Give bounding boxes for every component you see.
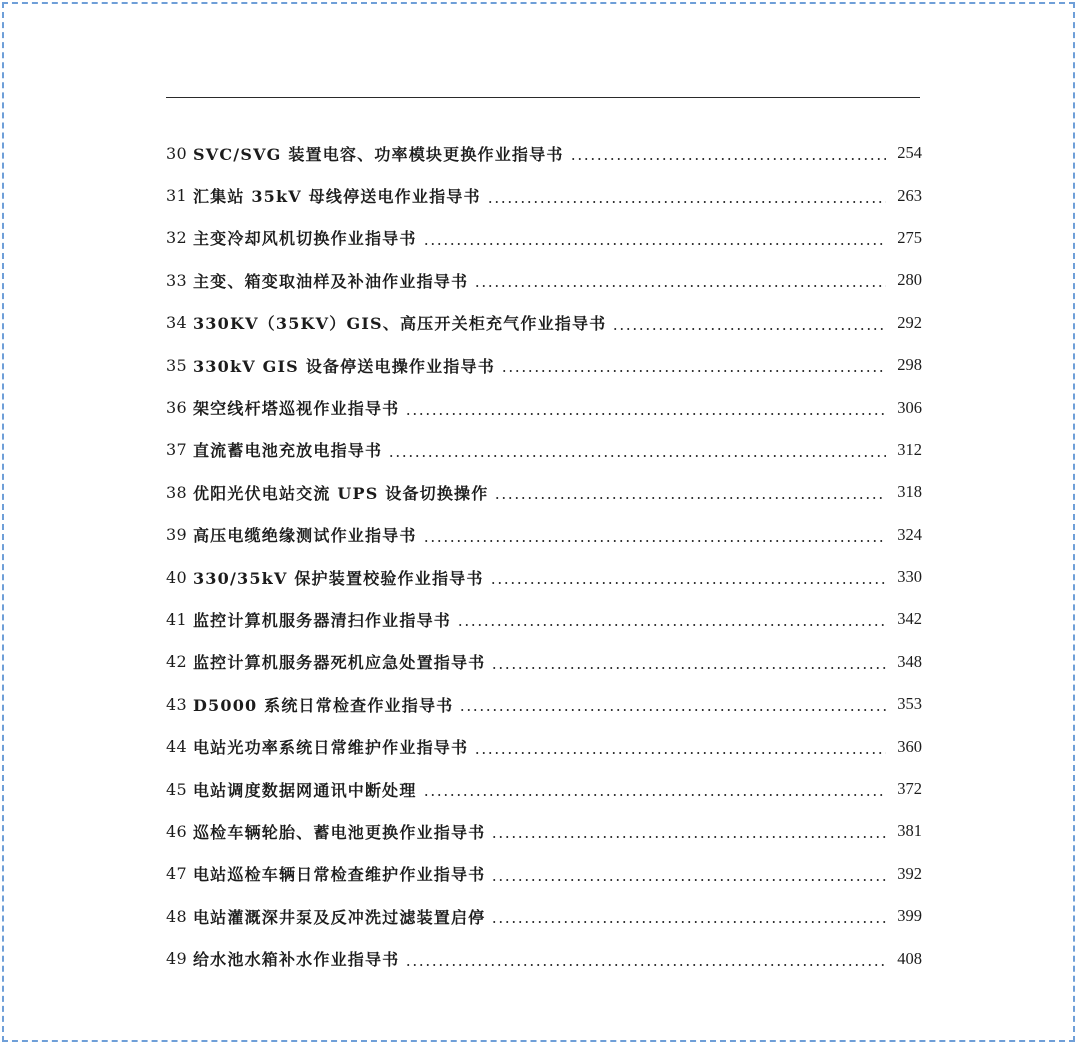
toc-entry-number: 45 <box>166 779 187 799</box>
toc-entry-page: 254 <box>897 143 922 163</box>
toc-entry-title: SVC/SVG 装置电容、功率模块更换作业指导书 <box>192 144 564 164</box>
toc-entry-number: 32 <box>166 228 187 248</box>
toc-entry[interactable] <box>166 132 922 174</box>
toc-dot-leader <box>457 611 886 627</box>
toc-entry[interactable] <box>166 259 922 301</box>
toc-dot-leader <box>491 654 886 670</box>
toc-entry-title: 电站光功率系统日常维护作业指导书 <box>192 738 469 758</box>
toc-entry[interactable] <box>166 429 922 471</box>
toc-entry-number: 48 <box>166 906 187 926</box>
toc-entry-page: 306 <box>897 397 922 417</box>
toc-dot-leader <box>388 442 886 458</box>
toc-entry[interactable] <box>166 598 922 640</box>
toc-entry-number: 35 <box>166 355 187 375</box>
toc-entry-page: 353 <box>897 694 922 714</box>
toc-entry-number: 49 <box>166 949 187 969</box>
toc-entry-page: 312 <box>897 439 922 459</box>
toc-entry-page: 280 <box>897 270 922 290</box>
toc-entry-number: 43 <box>166 694 187 714</box>
toc-entry[interactable] <box>166 725 922 767</box>
toc-entry-page: 360 <box>897 736 922 756</box>
toc-entry[interactable] <box>166 895 922 937</box>
toc-entry-page: 324 <box>897 524 922 544</box>
toc-dot-leader <box>459 696 886 712</box>
toc-dot-leader <box>501 357 886 373</box>
toc-entry-number: 39 <box>166 525 187 545</box>
toc-entry[interactable] <box>166 556 922 598</box>
toc-entry-page: 399 <box>897 906 922 926</box>
toc-entry-title: D5000 系统日常检查作业指导书 <box>192 695 454 715</box>
toc-dot-leader <box>423 781 886 797</box>
toc-entry[interactable] <box>166 302 922 344</box>
toc-entry-number: 46 <box>166 821 187 841</box>
toc-dot-leader <box>474 739 886 755</box>
toc-entry-title: 330kV GIS 设备停送电操作业指导书 <box>192 356 495 376</box>
toc-dot-leader <box>612 315 886 331</box>
toc-dot-leader <box>491 823 886 839</box>
toc-dot-leader <box>405 400 886 416</box>
toc-entry[interactable] <box>166 386 922 428</box>
toc-entry-page: 275 <box>897 227 922 247</box>
toc-dot-leader <box>423 527 886 543</box>
toc-entry[interactable] <box>166 174 922 216</box>
toc-entry[interactable] <box>166 217 922 259</box>
toc-entry-number: 40 <box>166 567 187 587</box>
toc-entry-title: 优阳光伏电站交流 UPS 设备切换操作 <box>192 483 489 503</box>
toc-entry[interactable] <box>166 937 922 979</box>
table-of-contents <box>166 132 922 980</box>
toc-entry-title: 高压电缆绝缘测试作业指导书 <box>192 526 417 546</box>
toc-dot-leader <box>570 145 886 161</box>
toc-entry-page: 263 <box>897 185 922 205</box>
toc-entry-page: 330 <box>897 567 922 587</box>
toc-entry[interactable] <box>166 683 922 725</box>
toc-entry-number: 34 <box>166 313 187 333</box>
toc-entry-title: 330KV（35KV）GIS、高压开关柜充气作业指导书 <box>192 314 607 334</box>
toc-entry-title: 监控计算机服务器死机应急处置指导书 <box>192 653 486 673</box>
toc-entry-page: 408 <box>897 948 922 968</box>
toc-dot-leader <box>491 866 886 882</box>
toc-entry-number: 30 <box>166 143 187 163</box>
toc-entry-page: 292 <box>897 312 922 332</box>
toc-entry[interactable] <box>166 641 922 683</box>
toc-entry-number: 33 <box>166 270 187 290</box>
toc-entry-page: 372 <box>897 779 922 799</box>
toc-entry-number: 37 <box>166 440 187 460</box>
toc-entry[interactable] <box>166 853 922 895</box>
toc-entry-title: 巡检车辆轮胎、蓄电池更换作业指导书 <box>192 822 486 842</box>
toc-dot-leader <box>491 908 886 924</box>
toc-entry[interactable] <box>166 344 922 386</box>
toc-entry-number: 47 <box>166 864 187 884</box>
toc-entry-number: 42 <box>166 652 187 672</box>
toc-entry-page: 318 <box>897 482 922 502</box>
toc-entry-number: 44 <box>166 737 187 757</box>
toc-dot-leader <box>474 272 886 288</box>
toc-entry[interactable] <box>166 514 922 556</box>
toc-entry-title: 电站灌溉深井泵及反冲洗过滤装置启停 <box>192 907 486 927</box>
toc-dot-leader <box>405 951 886 967</box>
toc-entry-page: 298 <box>897 355 922 375</box>
toc-entry[interactable] <box>166 810 922 852</box>
toc-dot-leader <box>494 484 886 500</box>
toc-entry-number: 31 <box>166 186 187 206</box>
toc-entry-title: 给水池水箱补水作业指导书 <box>192 950 400 970</box>
toc-entry-page: 348 <box>897 651 922 671</box>
toc-dot-leader <box>490 569 886 585</box>
toc-entry-title: 直流蓄电池充放电指导书 <box>192 441 383 461</box>
toc-dot-leader <box>423 230 886 246</box>
toc-entry-title: 架空线杆塔巡视作业指导书 <box>192 399 400 419</box>
toc-entry-title: 电站调度数据网通讯中断处理 <box>192 780 417 800</box>
toc-entry-number: 36 <box>166 398 187 418</box>
toc-entry-title: 主变冷却风机切换作业指导书 <box>192 229 417 249</box>
toc-entry-page: 342 <box>897 609 922 629</box>
toc-entry-page: 392 <box>897 863 922 883</box>
toc-entry-number: 41 <box>166 609 187 629</box>
toc-entry-title: 汇集站 35kV 母线停送电作业指导书 <box>192 187 481 207</box>
toc-dot-leader <box>487 188 886 204</box>
toc-entry-page: 381 <box>897 821 922 841</box>
toc-entry-number: 38 <box>166 482 187 502</box>
toc-entry-title: 主变、箱变取油样及补油作业指导书 <box>192 271 469 291</box>
toc-entry[interactable] <box>166 471 922 513</box>
toc-entry[interactable] <box>166 768 922 810</box>
toc-entry-title: 330/35kV 保护装置校验作业指导书 <box>192 568 484 588</box>
header-rule <box>166 97 920 98</box>
toc-entry-title: 电站巡检车辆日常检查维护作业指导书 <box>192 865 486 885</box>
toc-entry-title: 监控计算机服务器清扫作业指导书 <box>192 610 451 630</box>
